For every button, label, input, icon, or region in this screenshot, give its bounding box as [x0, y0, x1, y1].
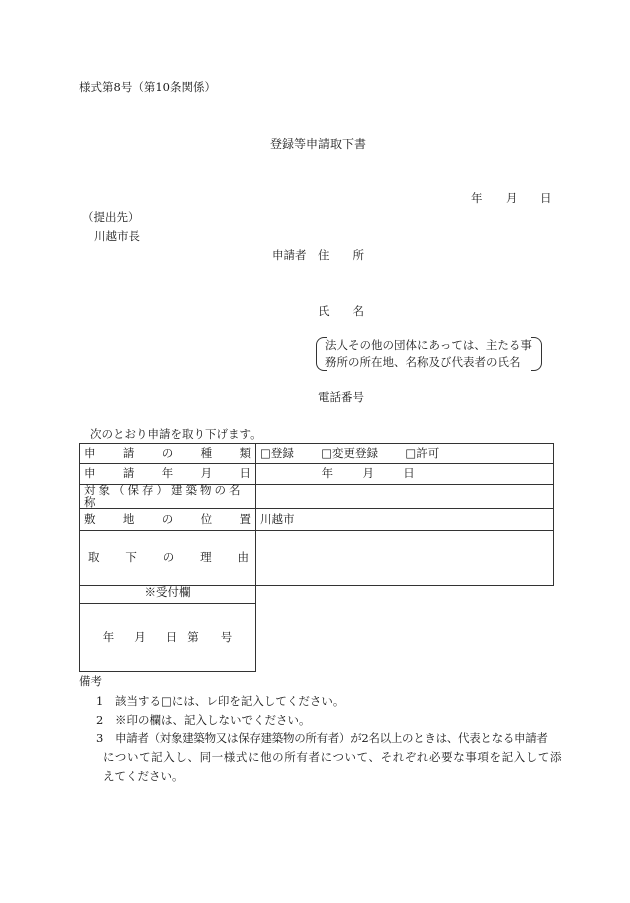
- remark-2-num: 2: [96, 713, 104, 727]
- reception-no-suffix: 号: [220, 630, 233, 644]
- value-building-name[interactable]: [256, 485, 554, 509]
- corp-note-line1: 法人その他の団体にあっては、主たる事: [325, 338, 532, 352]
- reception-header: ※受付欄: [80, 581, 255, 604]
- reception-body: [80, 603, 255, 671]
- intro-text: 次のとおり申請を取り下げます。: [90, 427, 262, 441]
- label-site-location: [80, 509, 256, 531]
- remark-2-text: ※印の欄は、記入しないでください。: [115, 713, 311, 727]
- label-withdrawal-reason: [80, 531, 256, 586]
- applicant-label: 申請者: [272, 248, 307, 262]
- remark-3-num: 3: [96, 731, 104, 745]
- label-char: の: [161, 445, 174, 460]
- label-char: 請: [122, 466, 135, 481]
- remark-3-cont2: えてください。: [103, 769, 184, 783]
- remark-1-text: 該当する□には、レ印を記入してください。: [115, 694, 345, 708]
- remark-1-num: 1: [96, 694, 104, 708]
- row-site-location: [80, 509, 554, 531]
- withdrawal-table: [79, 443, 554, 586]
- label-char: の: [161, 511, 174, 526]
- label-application-type: [80, 444, 256, 464]
- label-char: 種: [200, 445, 213, 460]
- label-char: 申: [84, 445, 96, 460]
- reception-box: [79, 581, 256, 672]
- label-char: 類: [239, 445, 251, 460]
- value-site-location[interactable]: 川越市: [256, 509, 554, 531]
- submit-to-label: （提出先）: [82, 210, 140, 224]
- label-char: 理: [200, 550, 212, 565]
- name-label: 氏 名: [318, 304, 364, 318]
- label-char: 日: [239, 466, 251, 481]
- date-day-unit: 日: [403, 466, 415, 481]
- date-day: 日: [540, 191, 552, 205]
- checkbox-registration[interactable]: □登録: [260, 445, 294, 460]
- label-char: 月: [200, 466, 213, 481]
- value-application-type: [256, 444, 554, 464]
- row-application-type: [80, 444, 554, 464]
- document-title: 登録等申請取下書: [270, 137, 367, 151]
- label-char: 位: [200, 511, 213, 526]
- label-char: 置: [239, 511, 251, 526]
- bracket-right: [531, 337, 542, 371]
- label-char: 地: [122, 511, 135, 526]
- reception-year: 年: [102, 630, 115, 644]
- remark-3-cont1: について記入し、同一様式に他の所有者について、それぞれ必要な事項を記入して添: [103, 750, 563, 764]
- row-withdrawal-reason: [80, 531, 554, 586]
- label-char: 下: [125, 550, 137, 565]
- reception-no-prefix: 第: [187, 630, 199, 644]
- remark-3-text: 申請者（対象建築物又は保存建築物の所有者）が2名以上のときは、代表となる申請者: [115, 731, 548, 745]
- label-char: の: [162, 550, 175, 565]
- label-char: 敷: [84, 511, 96, 526]
- remarks-heading: 備考: [79, 674, 102, 688]
- checkbox-permission[interactable]: □許可: [405, 445, 440, 460]
- label-char: 由: [237, 550, 249, 565]
- date-month-unit: 月: [362, 466, 374, 481]
- reception-day: 日: [165, 630, 178, 644]
- addressee: 川越市長: [94, 229, 140, 243]
- value-application-date[interactable]: [256, 464, 554, 485]
- label-char: 年: [161, 466, 174, 481]
- date-month: 月: [506, 191, 518, 205]
- date-year-unit: 年: [321, 466, 334, 481]
- value-withdrawal-reason[interactable]: [256, 531, 554, 586]
- row-application-date: [80, 464, 554, 485]
- phone-label: 電話番号: [318, 390, 364, 404]
- label-building-name: 対象（保存）建築物の名称: [80, 485, 256, 509]
- checkbox-change-registration[interactable]: □変更登録: [321, 445, 379, 460]
- date-year: 年: [471, 191, 483, 205]
- label-application-date: [80, 464, 256, 485]
- corp-note-line2: 務所の所在地、名称及び代表者の氏名: [325, 355, 521, 369]
- address-label: 住 所: [318, 248, 364, 262]
- reception-month: 月: [134, 630, 146, 644]
- row-building-name: [80, 485, 554, 509]
- label-char: 申: [84, 466, 96, 481]
- label-char: 取: [88, 550, 100, 565]
- label-char: 請: [122, 445, 135, 460]
- form-number: 様式第8号（第10条関係）: [79, 80, 216, 94]
